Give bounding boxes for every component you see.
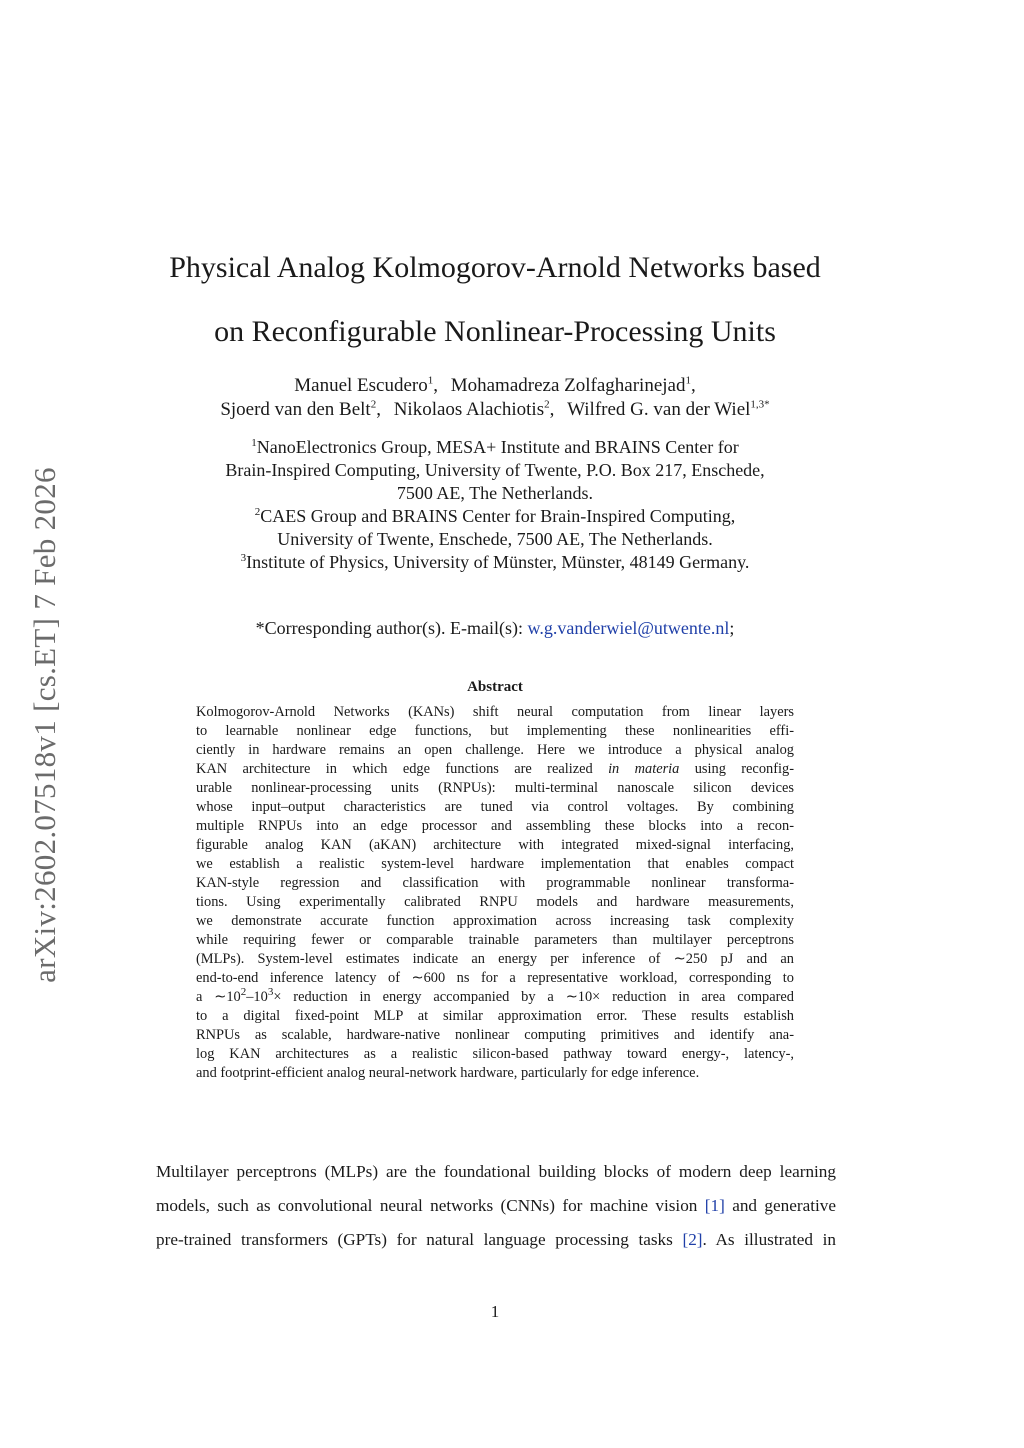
author: Wilfred G. van der Wiel$^{1,3*}$ [567,398,770,420]
title-line-2: on Reconfigurable Nonlinear-Processing Units [214,315,776,348]
abstract-line: and footprint-efficient analog neural-network hardware, particularly for edge inference. [196,1065,700,1081]
body-line: models, such as convolutional neural networks (CNNs) for machine vision [1] and generative [156,1196,836,1215]
abstract-line: figurable analog KAN (aKAN) architecture with integrated mixed-signal interfacing, [196,837,794,853]
abstract-line: to learnable nonlinear edge functions, but implementing these nonlinearities effi- [196,723,794,739]
abstract-line: urable nonlinear-processing units (RNPUs): multi-terminal nanoscale silicon devices [196,780,794,796]
abstract-line: ciently in hardware remains an open challenge. Here we introduce a physical analog [196,742,794,758]
affiliation-line: University of Twente, Enschede, 7500 AE, The Netherlands. [277,529,713,549]
author-line-1 [120,374,870,398]
abstract-line: end-to-end inference latency of ∼600 ns for a representative workload, corresponding to [196,970,794,986]
author-list [120,374,870,422]
citation-link[interactable]: [2] [682,1230,703,1249]
author-line-2 [120,398,870,422]
page-number: 1 [490,1302,500,1321]
abstract-line: we establish a realistic system-level hardware implementation that enables compact [196,856,794,872]
abstract-line: we demonstrate accurate function approximation across increasing task complexity [196,913,794,929]
affiliation-line: 7500 AE, The Netherlands. [396,483,594,503]
abstract-line: RNPUs as scalable, hardware-native nonlinear computing primitives and identify ana- [196,1027,794,1043]
abstract-line: Kolmogorov-Arnold Networks (KANs) shift neural computation from linear layers [196,704,794,720]
author: Sjoerd van den Belt$^2$, [220,398,381,420]
author: Nikolaos Alachiotis$^2$, [393,398,555,420]
author: Manuel Escudero$^1$, [294,374,438,396]
affiliation-line: $^2$CAES Group and BRAINS Center for Brain-Inspired Computing, [254,506,736,526]
abstract-heading: Abstract [467,679,523,695]
affiliation-line: $^1$NanoElectronics Group, MESA+ Institute and BRAINS Center for [251,437,739,457]
author: Mohamadreza Zolfagharinejad$^1$, [450,374,696,396]
abstract-line: to a digital fixed-point MLP at similar approximation error. These results establish [196,1008,794,1024]
affiliation-line: Brain-Inspired Computing, University of Twente, P.O. Box 217, Enschede, [225,460,765,480]
affiliation-list [120,436,870,574]
abstract-line: whose input–output characteristics are tuned via control voltages. By combining [196,799,794,815]
citation-link[interactable]: [1] [704,1196,725,1215]
abstract-line: while requiring fewer or comparable trainable parameters than multilayer perceptrons [196,932,794,948]
affiliation-line: $^3$Institute of Physics, University of Münster, Münster, 48149 Germany. [240,552,750,572]
abstract-line: a $\sim 10^2-10^3\times$ reduction in energy accompanied by a ∼10× reduction in area compared [196,986,794,1005]
abstract-line: tions. Using experimentally calibrated RNPU models and hardware measurements, [196,894,794,910]
email-link[interactable]: w.g.vanderwiel@utwente.nl [527,618,730,638]
body-line: Multilayer perceptrons (MLPs) are the foundational building blocks of modern deep learning [156,1162,836,1181]
abstract-line: multiple RNPUs into an edge processor and assembling these blocks into a recon- [196,818,794,834]
paper-title [120,236,870,364]
abstract-line: (MLPs). System-level estimates indicate an energy per inference of ∼250 pJ and an [196,951,794,967]
arxiv-stamp: arXiv:2602.07518v1 [cs.ET] 7 Feb 2026 [27,467,63,983]
title-line-1: Physical Analog Kolmogorov-Arnold Networks based [169,251,821,284]
arxiv-stamp-container [0,440,90,1010]
body-line: pre-trained transformers (GPTs) for natural language processing tasks [2]. As illustrated in [156,1230,836,1249]
body-paragraph [156,1155,836,1257]
abstract-line: KAN architecture in which edge functions are realized in materia using reconfig- [196,761,794,777]
abstract-body [196,703,794,1083]
abstract-line: log KAN architectures as a realistic silicon-based pathway toward energy-, latency-, [196,1046,794,1062]
corresponding-author: *Corresponding author(s). E-mail(s): w.g.vanderwiel@utwente.nl; [255,618,735,638]
abstract-line: KAN-style regression and classification with programmable nonlinear transforma- [196,875,794,891]
